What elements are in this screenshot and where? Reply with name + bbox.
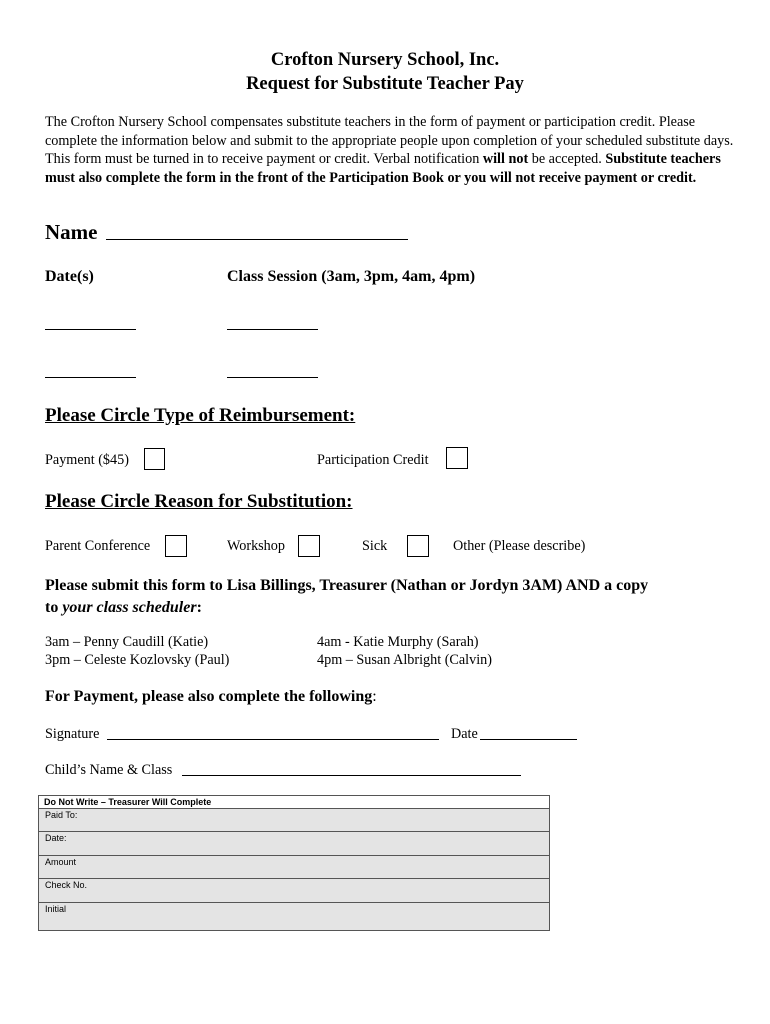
date-field-2[interactable] bbox=[45, 377, 136, 378]
submit-instructions bbox=[45, 575, 745, 619]
submit-line: Please submit this form to Lisa Billings, Treasurer (Nathan or Jordyn 3AM) AND a copy bbox=[45, 577, 649, 594]
class-session-field-1[interactable] bbox=[227, 329, 318, 330]
other-label: Other (Please describe) bbox=[453, 538, 586, 554]
table-row: Check No. bbox=[39, 879, 549, 902]
treasurer-table-header: Do Not Write – Treasurer Will Complete bbox=[39, 796, 549, 809]
scheduler-3am: 3am – Penny Caudill (Katie) bbox=[45, 634, 209, 650]
signature-label: Signature bbox=[45, 726, 100, 742]
form-title: Crofton Nursery School, Inc. bbox=[270, 50, 500, 70]
name-label: Name bbox=[45, 220, 98, 244]
reason-heading: Please Circle Reason for Substitution: bbox=[45, 491, 353, 512]
workshop-label: Workshop bbox=[227, 538, 285, 554]
participation-credit-checkbox[interactable] bbox=[446, 447, 468, 469]
payment-heading-text: For Payment, please also complete the following bbox=[45, 688, 373, 705]
intro-text: The Crofton Nursery School compensates substitute teachers in the form of payment or participation credit. Please complete the information below and submit to the appropriate people upon completion of your scheduled substitute days. This form must be turned in to receive payment or credit. Verbal notification bbox=[45, 114, 734, 167]
table-row: Amount bbox=[39, 856, 549, 879]
workshop-checkbox[interactable] bbox=[298, 535, 320, 557]
class-session-label: Class Session (3am, 3pm, 4am, 4pm) bbox=[227, 268, 476, 285]
form-subtitle: Request for Substitute Teacher Pay bbox=[246, 74, 524, 94]
intro-emphasis: will not bbox=[482, 151, 529, 167]
scheduler-4pm: 4pm – Susan Albright (Calvin) bbox=[317, 652, 492, 668]
sick-label: Sick bbox=[362, 538, 388, 554]
submit-colon: : bbox=[196, 599, 202, 616]
intro-paragraph bbox=[45, 113, 735, 187]
participation-credit-label: Participation Credit bbox=[317, 452, 429, 468]
intro-text-continued: be accepted. bbox=[528, 151, 606, 167]
name-field[interactable] bbox=[106, 239, 408, 240]
child-name-label: Child’s Name & Class bbox=[45, 762, 173, 778]
payment-date-field[interactable] bbox=[480, 739, 577, 740]
parent-conference-label: Parent Conference bbox=[45, 538, 151, 554]
dates-label: Date(s) bbox=[45, 268, 94, 285]
table-row: Paid To: bbox=[39, 809, 549, 832]
date-field-1[interactable] bbox=[45, 329, 136, 330]
payment-date-label: Date bbox=[451, 726, 478, 742]
payment-heading bbox=[45, 688, 377, 706]
payment-checkbox[interactable] bbox=[144, 448, 165, 470]
payment-heading-colon: : bbox=[372, 688, 377, 705]
class-session-field-2[interactable] bbox=[227, 377, 318, 378]
payment-label: Payment ($45) bbox=[45, 452, 129, 468]
sick-checkbox[interactable] bbox=[407, 535, 429, 557]
signature-field[interactable] bbox=[107, 739, 439, 740]
submit-scheduler: your class scheduler bbox=[62, 599, 197, 616]
scheduler-3pm: 3pm – Celeste Kozlovsky (Paul) bbox=[45, 652, 230, 668]
table-row: Initial bbox=[45, 903, 67, 914]
parent-conference-checkbox[interactable] bbox=[165, 535, 187, 557]
reimbursement-heading: Please Circle Type of Reimbursement: bbox=[45, 405, 356, 426]
scheduler-4am: 4am - Katie Murphy (Sarah) bbox=[317, 634, 479, 650]
intro-warning: Substitute teachers must also complete the form in the front of the Participation Book or you will not receive payment or credit. bbox=[45, 151, 721, 186]
treasurer-table bbox=[38, 795, 550, 931]
submit-to: to bbox=[45, 599, 63, 616]
child-name-field[interactable] bbox=[182, 775, 521, 776]
table-row: Date: bbox=[39, 832, 549, 855]
